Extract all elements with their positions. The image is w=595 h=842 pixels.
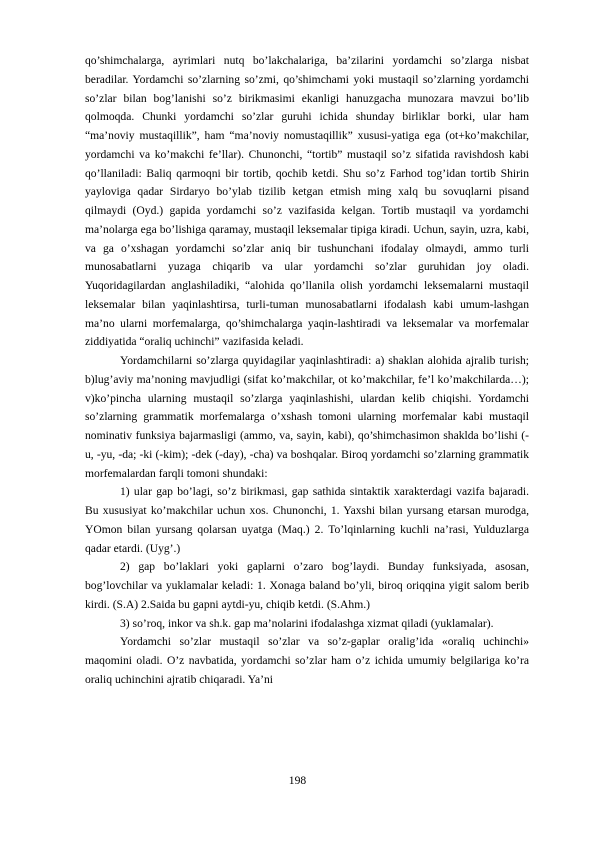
list-item-3: 3) so’roq, inkor va sh.k. gap ma’nolarini ifodalashga xizmat qiladi (yuklamalar). xyxy=(120,616,494,630)
paragraph-oraliq-uchinchi: Yordamchi so’zlar mustaqil so’zlar va so’z-gaplar oralig’ida «oraliq uchinchi» maqomini oladi. O’z navbatida, yordamchi so’zlar ham o’z ichida umumiy belgilariga ko’ra oraliq uchinchini ajratib chiqaradi. Ya’ni xyxy=(85,635,529,686)
list-item-1: 1) ular gap bo’lagi, so’z birikmasi, gap sathida sintaktik xarakterdagi vazifa bajaradi. Bu xususiyat ko’makchilar uchun xos. Chunonchi, 1. Yaxshi bilan yursang etarsan murodga, YOmon bilan yursang qolarsan uyatga (Maq.) 2. To’lqinlarning kuchli na’rasi, Yulduzlarga qadar etardi. (Uyg’.) xyxy=(85,485,529,555)
paragraph-yaqinlashtiradi: Yordamchilarni so’zlarga quyidagilar yaqinlashtiradi: a) shaklan alohida ajralib turish; b)lug’aviy ma’noning mavjudligi (sifat ko’makchilar, ot ko’makchilar, fe’l ko’makchilarda…); v)ko’pincha ularning mustaqil so’zlarga yaqinlashishi, ulardan kelib chiqishi. Yordamchi so’zlarning grammatik morfemalarga o’xshash tomoni ularning morfemalar kabi mustaqil nominativ funksiya bajarmasligi (ammo, va, sayin, kabi), qo’shimchasimon shaklda bo’lishi (-u, -yu, -da; -ki (-kim); -dek (-day), -cha) va boshqalar. Biroq yordamchi so’zlarning grammatik morfemalardan farqli tomoni shundaki: xyxy=(85,354,529,480)
document-page xyxy=(85,52,529,690)
page-number: 198 xyxy=(288,774,307,787)
list-item-2: 2) gap bo’laklari yoki gaplarni o’zaro bog’laydi. Bunday funksiyada, asosan, bog’lovchilar va yuklamalar keladi: 1. Xonaga baland bo’yli, biroq oriqqina yigit salom berib kirdi. (S.A) 2.Saida bu gapni aytdi-yu, chiqib ketdi. (S.Ahm.) xyxy=(85,560,529,611)
paragraph-continuation: qo’shimchalarga, ayrimlari nutq bo’lakchalariga, ba’zilarini yordamchi so’zlarga nisbat beradilar. Yordamchi so’zlarning so’zmi, qo’shimchami yoki mustaqil so’zlarning yordamchi so’zlar bilan bog’lanishi so’z birikmasimi ekanligi hanuzgacha munozara mavzui bo’lib qolmoqda. Chunki yordamchi so’zlar guruhi ichida shunday birliklar borki, ular ham “ma’noviy mustaqillik”, ham “ma’noviy nomustaqillik” xususi-yatiga ega (ot+ko’makchilar, yordamchi va ko’makchi fe’llar). Chunonchi, “tortib” mustaqil so’z sifatida ravishdosh kabi qo’llaniladi: Baliq qarmoqni bir tortib, qochib ketdi. Shu so’z Farhod tog’idan tortib Shirin yayloviga qadar Sirdaryo bo’ylab tizilib ketgan etmish ming xalq bu sovuqlarni pisand qilmaydi (Oyd.) gapida yordamchi so’z vazifasida kelgan. Tortib mustaqil va yordamchi ma’nolarga ega bo’lishiga qaramay, mustaqil leksemalar tipiga kiradi. Uchun, sayin, uzra, kabi, va ga o’xshagan yordamchi so’zlar aniq bir tushunchani ifodalay olmaydi, ammo turli munosabatlarni yuzaga chiqarib va ular yordamchi so’zlar guruhidan joy oladi. Yuqoridagilardan anglashiladiki, “alohida qo’llanila olish yordamchi leksemalarni mustaqil leksemalar bilan yaqinlashtirsa, turli-tuman munosabatlarni ifodalash kabi umum-lashgan ma’no ularni morfemalarga, qo’shimchalarga yaqin-lashtiradi va leksemalar va morfemalar ziddiyatida “oraliq uchinchi” vazifasida keladi. xyxy=(85,54,529,349)
